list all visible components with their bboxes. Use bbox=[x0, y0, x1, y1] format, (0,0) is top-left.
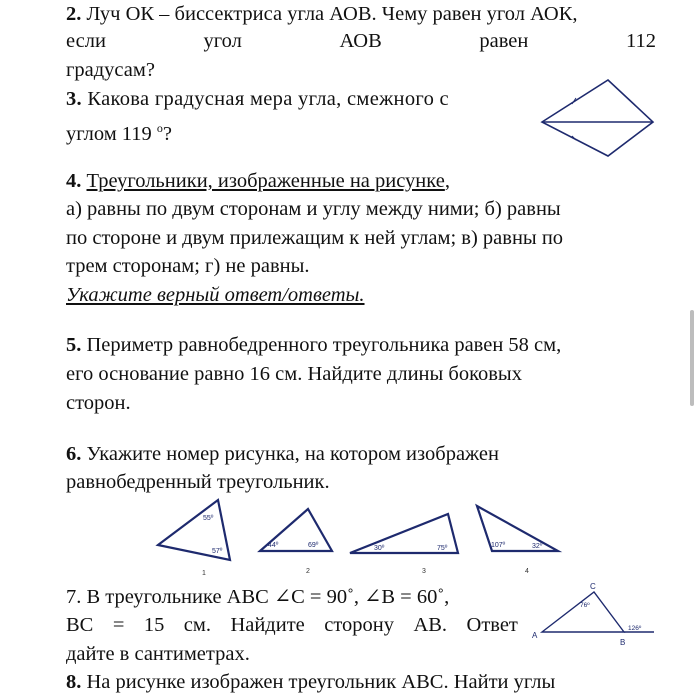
q3-line-1: 3. Какова градусная мера угла, смежного с bbox=[66, 88, 449, 110]
q5-line-3: сторон. bbox=[66, 392, 131, 414]
q2-line-3: градусам? bbox=[66, 59, 155, 81]
triangle-2-angle-a: 44º bbox=[268, 542, 279, 549]
triangle-1-angle-b: 57º bbox=[212, 548, 223, 555]
q4-line-2: по стороне и двум прилежащим к ней углам; в) равны по bbox=[66, 227, 564, 249]
angle-b-external-label: 126º bbox=[628, 625, 642, 632]
angle-c-label: 76º bbox=[580, 602, 590, 609]
q8-line-1: 8. На рисунке изображен треугольник АВС. Найти углы bbox=[66, 671, 556, 693]
triangle-3-angle-b: 75º bbox=[437, 545, 448, 552]
q4-title-line: 4. Треугольники, изображенные на рисунке, bbox=[66, 170, 450, 192]
q5-line-1: 5. Периметр равнобедренного треугольника равен 58 см, bbox=[66, 334, 562, 356]
q7-line-3: дайте в сантиметрах. bbox=[66, 643, 250, 665]
scrollbar-thumb[interactable] bbox=[690, 310, 694, 406]
triangle-3 bbox=[350, 514, 458, 575]
q7-line-2: ВС = 15 см. Найдите сторону АВ. Ответ bbox=[66, 614, 518, 636]
triangle-4-angle-a: 107º bbox=[491, 542, 506, 549]
triangle-1-angle-a: 55º bbox=[203, 515, 214, 522]
vertex-b-label: B bbox=[620, 638, 626, 647]
q4-line-1: а) равны по двум сторонам и углу между ними; б) равны bbox=[66, 198, 561, 220]
q6-line-1: 6. Укажите номер рисунка, на котором изображен bbox=[66, 443, 500, 465]
q5-line-2: его основание равно 16 см. Найдите длины боковых bbox=[66, 363, 522, 385]
triangle-4-shape bbox=[477, 506, 558, 551]
q6-figures bbox=[150, 495, 570, 580]
q3-line-2: углом 119 $^о$? bbox=[66, 121, 173, 145]
vertex-a-label: A bbox=[532, 631, 538, 640]
q3-figure-rhombus bbox=[538, 76, 660, 160]
q7-line-1: 7. В треугольнике АВС ∠С = 90˚, ∠В = 60˚, bbox=[66, 586, 450, 608]
triangle-1-number: 1 bbox=[202, 570, 206, 577]
triangle-3-angle-a: 30º bbox=[374, 545, 385, 552]
q2-line-2: если угол АОВ равен 112 bbox=[66, 30, 656, 52]
q4-line-3: трем сторонам; г) не равны. bbox=[66, 255, 310, 277]
triangle-2-angle-b: 69º bbox=[308, 542, 319, 549]
triangle-4-angle-b: 32º bbox=[532, 543, 543, 550]
q8-figure-triangle-abc bbox=[528, 580, 663, 650]
q2-line-1: 2. Луч ОК – биссектриса угла АОВ. Чему равен угол АОК, bbox=[66, 3, 578, 25]
triangle-2 bbox=[260, 509, 332, 575]
rhombus-shape bbox=[542, 80, 653, 156]
triangle-4 bbox=[477, 506, 558, 575]
q4-instruction: Укажите верный ответ/ответы. bbox=[66, 284, 365, 306]
degree-mark: о bbox=[156, 121, 163, 135]
vertex-c-label: C bbox=[590, 582, 596, 591]
q6-line-2: равнобедренный треугольник. bbox=[66, 471, 330, 493]
triangle-4-number: 4 bbox=[525, 568, 529, 575]
triangle-2-number: 2 bbox=[306, 568, 310, 575]
triangle-3-number: 3 bbox=[422, 568, 426, 575]
triangle-1 bbox=[158, 500, 230, 577]
triangle-abc-shape bbox=[542, 592, 624, 632]
